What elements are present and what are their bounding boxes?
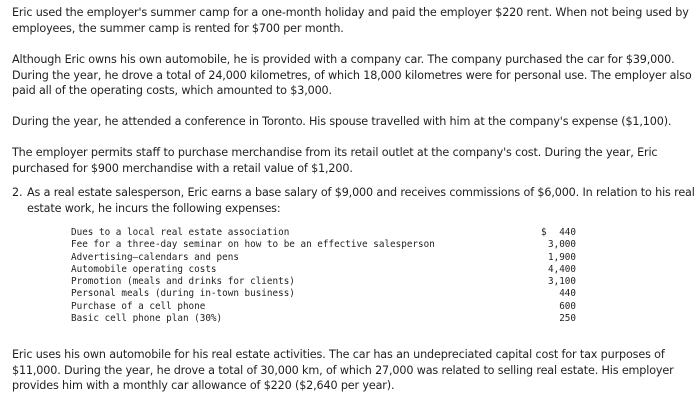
expense-amount: 440 <box>559 227 576 238</box>
expense-row <box>71 288 591 300</box>
paragraph-summer-camp: Eric used the employer's summer camp for a one-month holiday and paid the employer $220 rent. When not being used by employees, the summer camp is rented for $700 per month. <box>12 6 689 35</box>
expense-amount: 1,900 <box>548 251 576 263</box>
expense-label: Dues to a local real estate association <box>71 227 290 238</box>
expense-row <box>71 301 591 313</box>
list-item-text: As a real estate salesperson, Eric earns a base salary of $9,000 and receives commissions of $6,000. In relation to his real estate work, he incurs the following expenses: <box>27 186 695 215</box>
expense-row <box>71 264 591 276</box>
expense-label: Purchase of a cell phone <box>71 300 206 312</box>
paragraph-merchandise: The employer permits staff to purchase merchandise from its retail outlet at the company's cost. During the year, Eric purchased for $900 merchandise with a retail value of $1,200. <box>12 146 658 175</box>
expense-label: Advertising—calendars and pens <box>71 251 239 263</box>
expense-label: Fee for a three-day seminar on how to be an effective salesperson <box>71 239 435 251</box>
expense-amount: 3,100 <box>548 276 576 288</box>
paragraph-conference: During the year, he attended a conference in Toronto. His spouse travelled with him at the company's expense ($1,100). <box>12 115 672 128</box>
expense-row <box>71 313 591 325</box>
expense-label: Promotion (meals and drinks for clients) <box>71 276 295 288</box>
paragraph-company-car: Although Eric owns his own automobile, he is provided with a company car. The company purchased the car for $39,000. During the year, he drove a total of 24,000 kilometres, of which 18,000 kilometres were for personal use. The employer also paid all of the operating costs, which amounted to $3,000. <box>12 53 692 97</box>
expense-amount: 440 <box>559 288 576 300</box>
expense-amount: 3,000 <box>548 239 576 251</box>
expense-label: Automobile operating costs <box>71 263 217 275</box>
expense-row <box>71 252 591 264</box>
list-number: 2. <box>12 186 23 199</box>
expense-amount: 600 <box>559 300 576 312</box>
expense-currency: $ <box>541 227 547 238</box>
expense-label: Personal meals (during in-town business) <box>71 288 295 300</box>
expense-label: Basic cell phone plan (30%) <box>71 313 223 325</box>
expense-row <box>71 239 591 251</box>
list-item-2 <box>12 185 698 216</box>
expense-amount: 4,400 <box>548 263 576 275</box>
expense-amount: 250 <box>559 313 576 325</box>
expense-row <box>71 276 591 288</box>
paragraph-closing-automobile: Eric uses his own automobile for his real estate activities. The car has an undepreciated capital cost for tax purposes of $11,000. During the year, he drove a total of 30,000 km, of which 27,000 was related to selling real estate. His employer provides him with a monthly car allowance of $220 ($2,640 per year). <box>12 348 674 392</box>
expense-row <box>71 227 591 239</box>
expense-table <box>71 227 591 325</box>
